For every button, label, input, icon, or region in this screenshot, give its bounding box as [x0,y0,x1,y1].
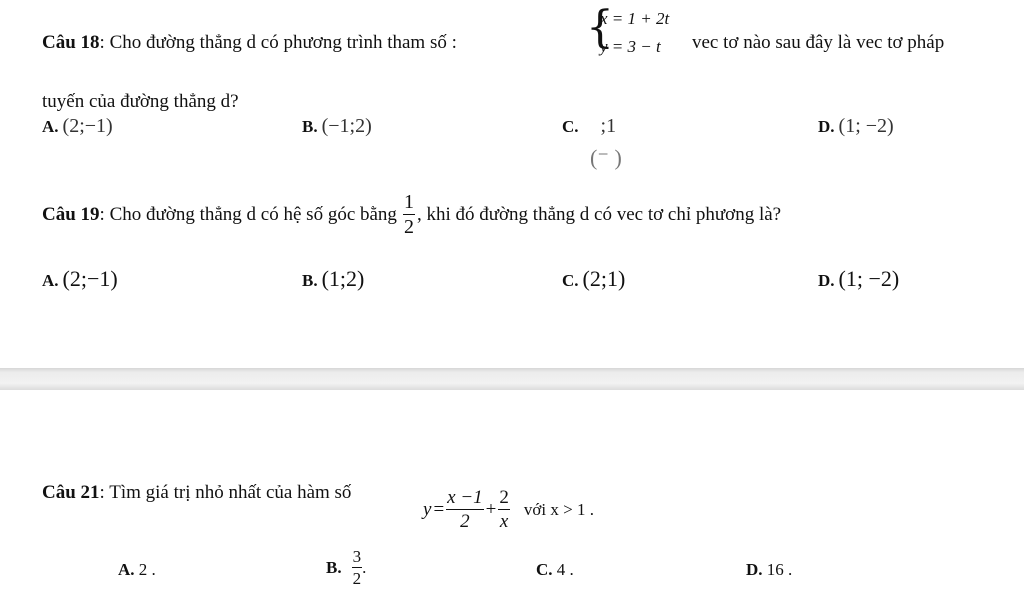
q19-fraction: $\frac{1}{2}$ [403,191,414,238]
q18-eq2: y = 3 − t [600,37,661,56]
q19-text-before: : Cho đường thẳng d có hệ số góc bằng [99,203,397,225]
q21-fraction-1: $\frac{x -1}{2}$ [447,487,483,532]
q19-option-d[interactable]: D. (1; −2) [818,266,900,291]
q18-text-after: vec tơ nào sau đây là vec tơ pháp [692,32,945,53]
q18-system-brace: { [586,2,614,53]
q21-text-before: : Tìm giá trị nhỏ nhất của hàm số [99,482,352,503]
q19-label: Câu 19 [42,203,100,225]
q19-option-c[interactable]: C. (2;1) [562,266,626,291]
q18-label: Câu 18 [42,32,100,53]
q18-option-b[interactable]: B. (−1;2) [302,115,372,137]
q18-option-c[interactable]: C. ;1 [562,115,617,137]
q18-text-line2: tuyến của đường thẳng d? [42,91,239,112]
q21-option-c[interactable]: C. 4 . [536,560,574,579]
q19-line [42,192,781,237]
q19-text-after: , khi đó đường thẳng d có vec tơ chỉ phương là? [416,203,782,225]
q19-option-a[interactable]: A. (2;−1) [42,266,118,291]
q21-label: Câu 21 [42,482,100,503]
q18-option-c-fragment: (⁻ ) [590,145,622,170]
q18-option-a[interactable]: A. (2;−1) [42,115,113,137]
q21-formula: y = $\frac{x -1}{2}$ + $\frac{2}{x}$ với x > 1 . [423,487,594,532]
q21-option-a[interactable]: A. 2 . [118,560,156,579]
q21-line [42,482,351,504]
q21-condition: với x > 1 . [523,499,594,519]
q19-option-b[interactable]: B. (1;2) [302,266,365,291]
q21-option-d[interactable]: D. 16 . [746,560,793,579]
q18-eq1: x = 1 + 2t [600,9,670,28]
q18-option-d[interactable]: D. (1; −2) [818,115,894,137]
q21-fraction-2: $\frac{2}{x}$ [499,487,509,532]
page-separator [0,368,1024,390]
q21-y-var: y [423,498,432,520]
q18-line1 [42,32,457,54]
q21-option-b[interactable]: B. $\frac{3}{2}$ . [326,547,367,588]
q18-text-before: : Cho đường thẳng d có phương trình tham số : [99,32,457,53]
